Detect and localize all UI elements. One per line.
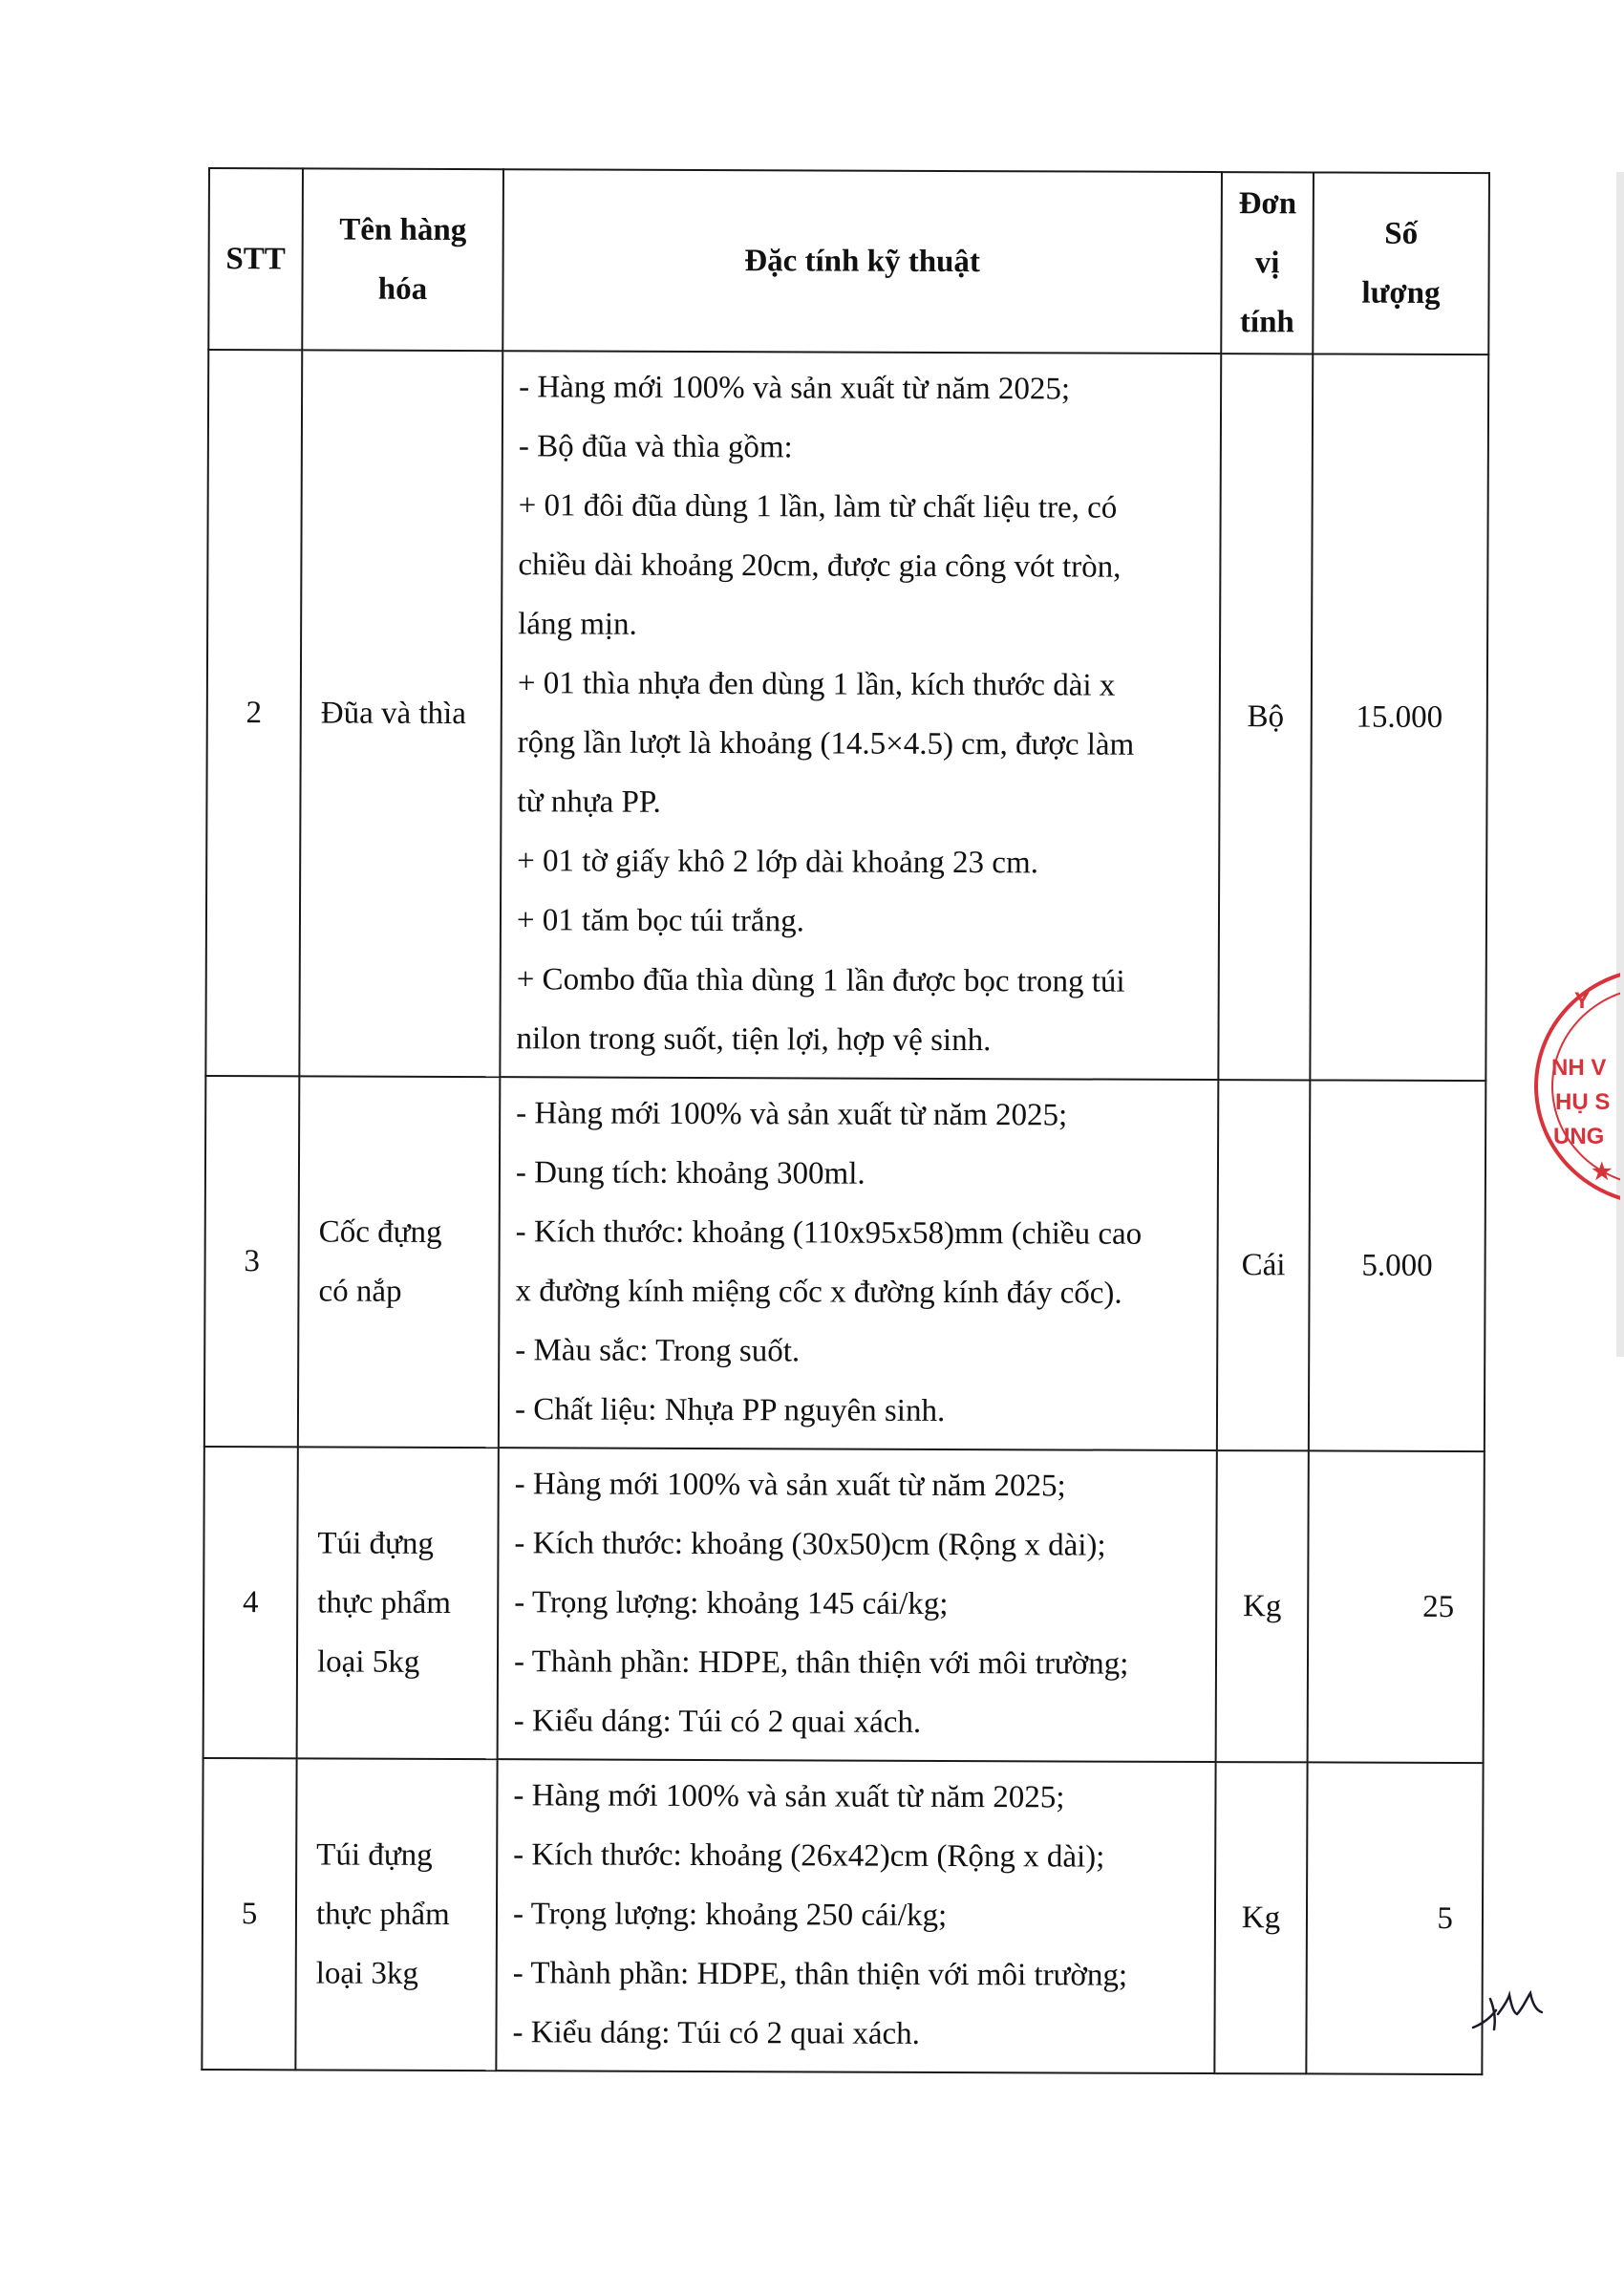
cell-unit: Kg (1216, 1450, 1309, 1762)
spec-line: + 01 tăm bọc túi trắng. (516, 903, 804, 939)
item-name-line: Túi đựng (316, 1837, 433, 1873)
spec-line: - Trọng lượng: khoảng 145 cái/kg; (514, 1585, 949, 1621)
header-unit-line: Đơn (1238, 186, 1297, 222)
spec-line: - Dung tích: khoảng 300ml. (515, 1155, 865, 1191)
header-name (302, 168, 503, 351)
item-name-line: có nắp (318, 1274, 402, 1309)
goods-spec-table (201, 167, 1490, 2075)
cell-stt: 3 (204, 1076, 299, 1447)
cell-unit: Kg (1214, 1762, 1307, 2073)
table-row (202, 1758, 1483, 2074)
spec-line: - Thành phần: HDPE, thân thiện với môi trường; (513, 1644, 1129, 1682)
spec-line: từ nhựa PP. (517, 784, 661, 820)
spec-line: - Hàng mới 100% và sản xuất từ năm 2025; (513, 1778, 1065, 1815)
spec-line: - Kiểu dáng: Túi có 2 quai xách. (512, 2015, 921, 2051)
cell-item-name (298, 1076, 500, 1448)
header-qty-line: lượng (1361, 275, 1441, 311)
cell-unit: Bộ (1218, 354, 1313, 1080)
cell-specification (499, 1077, 1218, 1450)
spec-line: - Kiểu dáng: Túi có 2 quai xách. (513, 1704, 922, 1740)
cell-quantity: 25 (1308, 1450, 1485, 1763)
item-name-line: loại 3kg (315, 1956, 419, 1991)
header-qty-line: Số (1384, 216, 1419, 251)
spec-line: x đường kính miệng cốc x đường kính đáy cốc). (515, 1274, 1122, 1311)
spec-line: - Kích thước: khoảng (26x42)cm (Rộng x dài); (513, 1837, 1105, 1875)
cell-quantity: 5 (1306, 1762, 1483, 2074)
cell-item-name (299, 350, 502, 1077)
header-spec: Đặc tính kỹ thuật (502, 169, 1222, 354)
cell-item-name (295, 1758, 497, 2071)
table-row (205, 350, 1488, 1081)
spec-line: + Combo đũa thìa dùng 1 lần được bọc trong túi (516, 962, 1125, 999)
spec-line: - Trọng lượng: khoảng 250 cái/kg; (512, 1897, 948, 1933)
spec-line: - Chất liệu: Nhựa PP nguyên sinh. (514, 1392, 946, 1428)
signature-mark (1469, 1985, 1546, 2038)
table-row (203, 1447, 1485, 1763)
seal-fragment: HỤ S (1555, 1089, 1611, 1115)
cell-specification (496, 1759, 1215, 2073)
seal-fragment: UNG (1553, 1124, 1605, 1149)
spec-line: + 01 tờ giấy khô 2 lớp dài khoảng 23 cm. (517, 844, 1038, 881)
cell-specification (500, 351, 1221, 1080)
cell-quantity: 15.000 (1310, 354, 1488, 1081)
header-name-line: Tên hàng (339, 212, 467, 248)
cell-stt: 2 (205, 350, 302, 1076)
spec-line: rộng lần lượt là khoảng (14.5×4.5) cm, được làm (517, 725, 1135, 762)
seal-fragment: NH V (1551, 1055, 1607, 1081)
item-name-line: Cốc đựng (318, 1214, 442, 1250)
table-header-row (208, 168, 1489, 354)
cell-stt: 5 (202, 1758, 296, 2070)
header-stt: STT (208, 168, 303, 350)
spec-line: + 01 đôi đũa dùng 1 lần, làm từ chất liệu tre, có (518, 488, 1118, 526)
spec-line: láng mịn. (518, 607, 637, 642)
spec-line: - Hàng mới 100% và sản xuất từ năm 2025; (519, 370, 1071, 407)
spec-line: chiều dài khoảng 20cm, được gia công vót tròn, (518, 547, 1122, 585)
item-name-line: Đũa và thìa (320, 696, 466, 732)
item-name-line: thực phẩm (315, 1897, 450, 1932)
spec-line: nilon trong suốt, tiện lợi, hợp vệ sinh. (516, 1021, 992, 1059)
cell-stt: 4 (203, 1447, 298, 1758)
spec-line: - Thành phần: HDPE, thân thiện với môi trường; (512, 1956, 1128, 1993)
header-unit-line: vị (1254, 246, 1280, 281)
table-row (204, 1076, 1485, 1451)
spec-line: - Kích thước: khoảng (110x95x58)mm (chiều cao (515, 1214, 1143, 1252)
cell-specification (498, 1448, 1217, 1762)
cell-unit: Cái (1217, 1080, 1310, 1450)
table-body (202, 350, 1488, 2074)
spec-line: - Kích thước: khoảng (30x50)cm (Rộng x dài); (514, 1526, 1106, 1563)
cell-quantity: 5.000 (1309, 1080, 1485, 1451)
spec-line: - Hàng mới 100% và sản xuất từ năm 2025; (514, 1467, 1066, 1504)
spec-line: + 01 thìa nhựa đen dùng 1 lần, kích thước dài x (517, 666, 1116, 703)
red-seal-stamp (1534, 967, 1620, 1206)
header-name-line: hóa (377, 271, 428, 307)
header-unit (1221, 172, 1314, 354)
item-name-line: Túi đựng (317, 1526, 435, 1561)
header-unit-line: tính (1239, 305, 1294, 340)
header-qty (1313, 172, 1489, 354)
item-name-line: loại 5kg (316, 1644, 420, 1680)
spec-line: - Màu sắc: Trong suốt. (515, 1333, 801, 1369)
spec-line: - Bộ đũa và thìa gồm: (518, 429, 793, 465)
cell-item-name (297, 1447, 499, 1759)
seal-fragment: ★ (1592, 1159, 1613, 1185)
seal-fragment: Y (1574, 988, 1591, 1014)
spec-line: - Hàng mới 100% và sản xuất từ năm 2025; (516, 1096, 1068, 1133)
item-name-line: thực phẩm (317, 1585, 452, 1620)
